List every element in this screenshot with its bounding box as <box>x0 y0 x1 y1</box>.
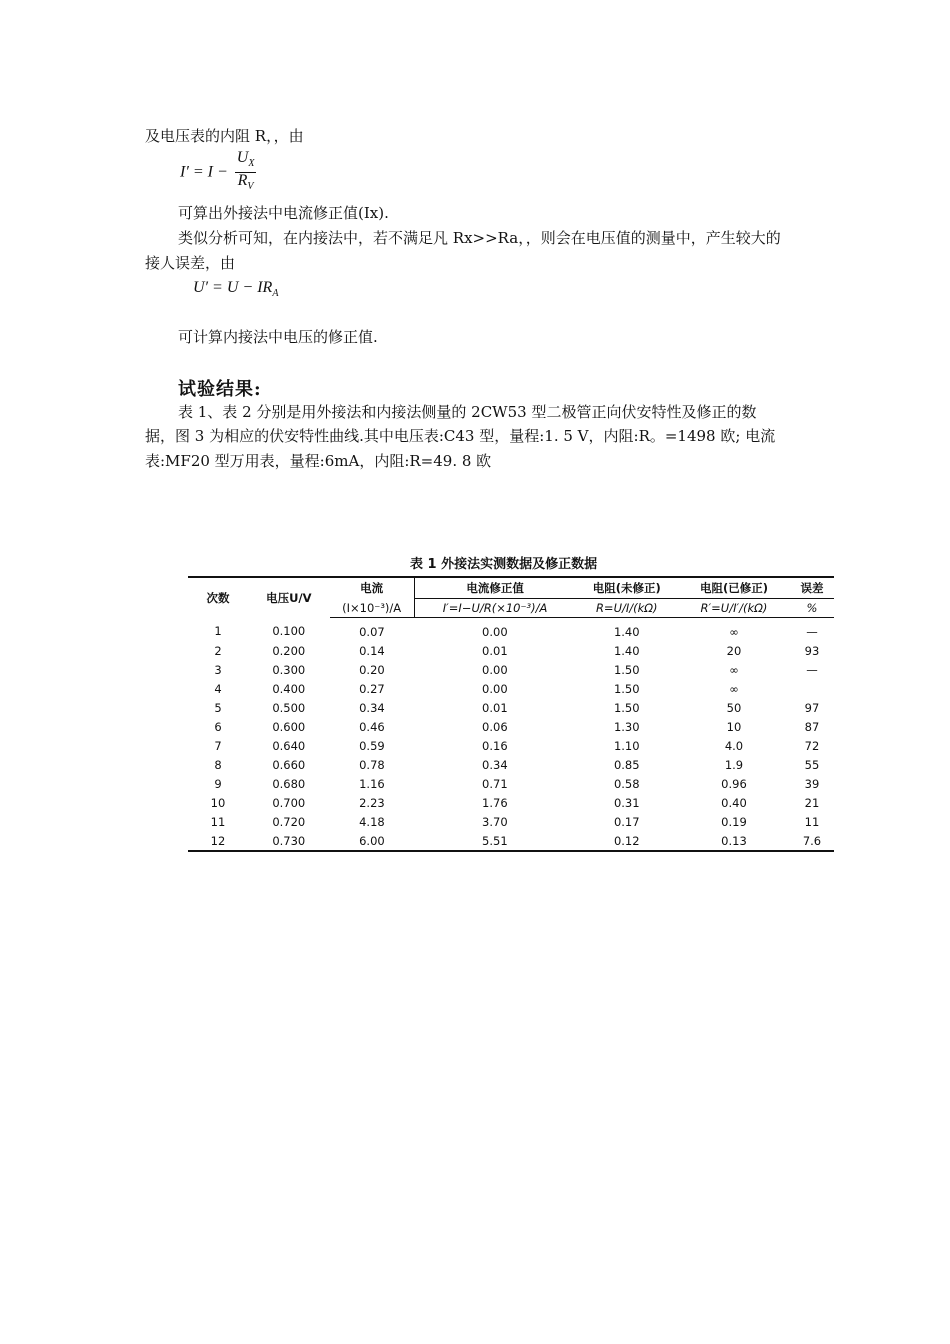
formula1-den-sub: V <box>247 181 254 193</box>
header-res-uncorr-formula: R=U/I/(kΩ) <box>576 599 678 618</box>
cell-res-corr: 0.19 <box>721 814 747 829</box>
paragraph-analysis-line1: 类似分析可知，在内接法中，若不满足凡 Rx>>Ra，，则会在电压值的测量中，产生较大的 <box>178 229 781 247</box>
cell-voltage: 0.660 <box>272 757 306 772</box>
cell-res-uncorr: 1.50 <box>613 700 640 715</box>
cell-res-uncorr: 1.40 <box>613 624 640 639</box>
cell-count: 6 <box>214 719 222 734</box>
table-row <box>188 679 834 698</box>
cell-error: 55 <box>804 757 820 772</box>
formula1-num-sub: X <box>248 158 255 170</box>
cell-error: 93 <box>804 643 820 658</box>
cell-count: 10 <box>210 795 226 810</box>
cell-corr-current: 3.70 <box>482 814 508 829</box>
table-row <box>188 717 834 736</box>
cell-res-corr: 50 <box>726 700 742 715</box>
cell-current: 1.16 <box>359 776 385 791</box>
header-corr-current: 电流修正值 <box>414 577 575 599</box>
cell-res-corr: ∞ <box>729 624 739 639</box>
cell-current: 0.78 <box>359 757 385 772</box>
cell-corr-current: 1.76 <box>482 795 508 810</box>
cell-count: 4 <box>214 681 222 696</box>
cell-voltage: 0.400 <box>272 681 306 696</box>
cell-count: 5 <box>214 700 222 715</box>
cell-count: 11 <box>210 814 226 829</box>
formula1-lhs: I′ = I − <box>180 163 228 181</box>
table-row <box>188 755 834 774</box>
cell-error <box>790 679 834 698</box>
cell-count: 9 <box>214 776 222 791</box>
cell-res-uncorr: 0.31 <box>613 795 640 810</box>
paragraph-results-line1: 表 1、表 2 分别是用外接法和内接法侧量的 2CW53 型二极管正向伏安特性及修正的数 <box>178 403 757 421</box>
cell-res-uncorr: 0.58 <box>613 776 640 791</box>
cell-voltage: 0.100 <box>272 624 306 639</box>
cell-voltage: 0.720 <box>272 814 306 829</box>
cell-current: 6.00 <box>330 831 415 851</box>
cell-current: 0.34 <box>359 700 385 715</box>
cell-res-uncorr: 1.30 <box>613 719 640 734</box>
cell-error: — <box>806 624 818 639</box>
cell-current: 0.46 <box>359 719 385 734</box>
cell-corr-current: 0.34 <box>482 757 508 772</box>
cell-voltage: 0.680 <box>272 776 306 791</box>
table-row <box>188 793 834 812</box>
formula1-den: R <box>237 172 248 190</box>
cell-res-uncorr: 1.50 <box>613 662 640 677</box>
header-error: 误差 <box>790 577 834 599</box>
cell-res-corr: ∞ <box>729 681 739 696</box>
cell-corr-current: 0.00 <box>482 681 508 696</box>
cell-current: 4.18 <box>359 814 385 829</box>
table-body <box>188 618 834 852</box>
cell-voltage: 0.200 <box>272 643 306 658</box>
table-row <box>188 641 834 660</box>
cell-corr-current: 0.06 <box>482 719 508 734</box>
header-corr-current-formula: I′=I−U/R(×10⁻³)/A <box>414 599 575 618</box>
cell-res-corr: 0.40 <box>721 795 747 810</box>
table-row <box>188 774 834 793</box>
cell-voltage: 0.600 <box>272 719 306 734</box>
cell-voltage: 0.300 <box>272 662 306 677</box>
section-heading-results: 试验结果: <box>178 379 262 400</box>
cell-current: 0.20 <box>359 662 385 677</box>
cell-error: 11 <box>804 814 820 829</box>
cell-corr-current: 0.16 <box>482 738 508 753</box>
formula1-num: U <box>236 149 249 166</box>
formula-voltage-correction <box>193 279 278 299</box>
cell-error: 97 <box>804 700 820 715</box>
cell-res-uncorr: 0.12 <box>576 831 678 851</box>
header-current: 电流 <box>330 577 415 599</box>
cell-error: 7.6 <box>790 831 834 851</box>
cell-res-corr: 10 <box>726 719 742 734</box>
cell-voltage: 0.640 <box>272 738 306 753</box>
paragraph-current-correction: 可算出外接法中电流修正值(Ix). <box>178 204 389 222</box>
table-row <box>188 812 834 831</box>
paragraph-intro: 及电压表的内阻 R，，由 <box>145 127 304 145</box>
cell-voltage: 0.500 <box>272 700 306 715</box>
cell-current: 0.27 <box>359 681 385 696</box>
paragraph-results-line2: 据，图 3 为相应的伏安特性曲线.其中电压表:C43 型，量程:1. 5 V，内阻:R。=1498 欧; 电流 <box>145 427 776 445</box>
cell-res-corr: ∞ <box>729 662 739 677</box>
cell-count: 2 <box>214 643 222 658</box>
cell-current: 0.59 <box>359 738 385 753</box>
cell-voltage: 0.700 <box>272 795 306 810</box>
formula2-text: U′ = U − IR <box>193 279 273 296</box>
header-count: 次数 <box>188 577 248 618</box>
cell-error: 39 <box>804 776 820 791</box>
cell-res-uncorr: 0.17 <box>613 814 640 829</box>
cell-error: 72 <box>804 738 820 753</box>
cell-res-corr: 20 <box>726 643 742 658</box>
header-error-unit: % <box>790 599 834 618</box>
cell-res-corr: 4.0 <box>724 738 744 753</box>
cell-current: 2.23 <box>359 795 385 810</box>
cell-count: 3 <box>214 662 222 677</box>
data-table <box>188 576 834 852</box>
cell-res-uncorr: 1.50 <box>613 681 640 696</box>
paragraph-analysis-line2: 接人误差，由 <box>145 254 236 272</box>
paragraph-voltage-correction: 可计算内接法中电压的修正值. <box>178 328 378 346</box>
table-caption: 表 1 外接法实测数据及修正数据 <box>410 557 598 572</box>
cell-corr-current: 0.01 <box>482 700 508 715</box>
cell-res-corr: 0.96 <box>721 776 747 791</box>
cell-res-uncorr: 0.85 <box>613 757 640 772</box>
cell-corr-current: 0.71 <box>482 776 508 791</box>
table-row <box>188 698 834 717</box>
cell-voltage: 0.730 <box>248 831 330 851</box>
cell-res-corr: 1.9 <box>724 757 744 772</box>
header-res-corr: 电阻(已修正) <box>678 577 790 599</box>
table-row <box>188 618 834 642</box>
cell-count: 12 <box>188 831 248 851</box>
cell-count: 8 <box>214 757 222 772</box>
formula1-fraction <box>235 150 257 195</box>
cell-res-uncorr: 1.40 <box>613 643 640 658</box>
paragraph-results-line3: 表:MF20 型万用表，量程:6mA，内阻:R=49. 8 欧 <box>145 452 492 470</box>
cell-corr-current: 5.51 <box>414 831 575 851</box>
header-res-uncorr: 电阻(未修正) <box>576 577 678 599</box>
formula-current-correction <box>180 150 256 195</box>
table-row <box>188 736 834 755</box>
cell-corr-current: 0.01 <box>482 643 508 658</box>
header-current-unit: (I×10⁻³)/A <box>330 599 415 618</box>
cell-error: 21 <box>804 795 820 810</box>
header-res-corr-formula: R′=U/I′/(kΩ) <box>678 599 790 618</box>
cell-current: 0.14 <box>359 643 385 658</box>
table-row <box>188 831 834 851</box>
cell-res-uncorr: 1.10 <box>613 738 640 753</box>
cell-error: — <box>806 662 818 677</box>
cell-error: 87 <box>804 719 820 734</box>
cell-current: 0.07 <box>359 624 385 639</box>
cell-corr-current: 0.00 <box>482 662 508 677</box>
formula2-sub: A <box>272 288 279 300</box>
header-voltage: 电压U/V <box>248 577 330 618</box>
cell-count: 1 <box>214 624 222 639</box>
table-row <box>188 660 834 679</box>
cell-corr-current: 0.00 <box>482 624 508 639</box>
cell-res-corr: 0.13 <box>678 831 790 851</box>
cell-count: 7 <box>214 738 222 753</box>
